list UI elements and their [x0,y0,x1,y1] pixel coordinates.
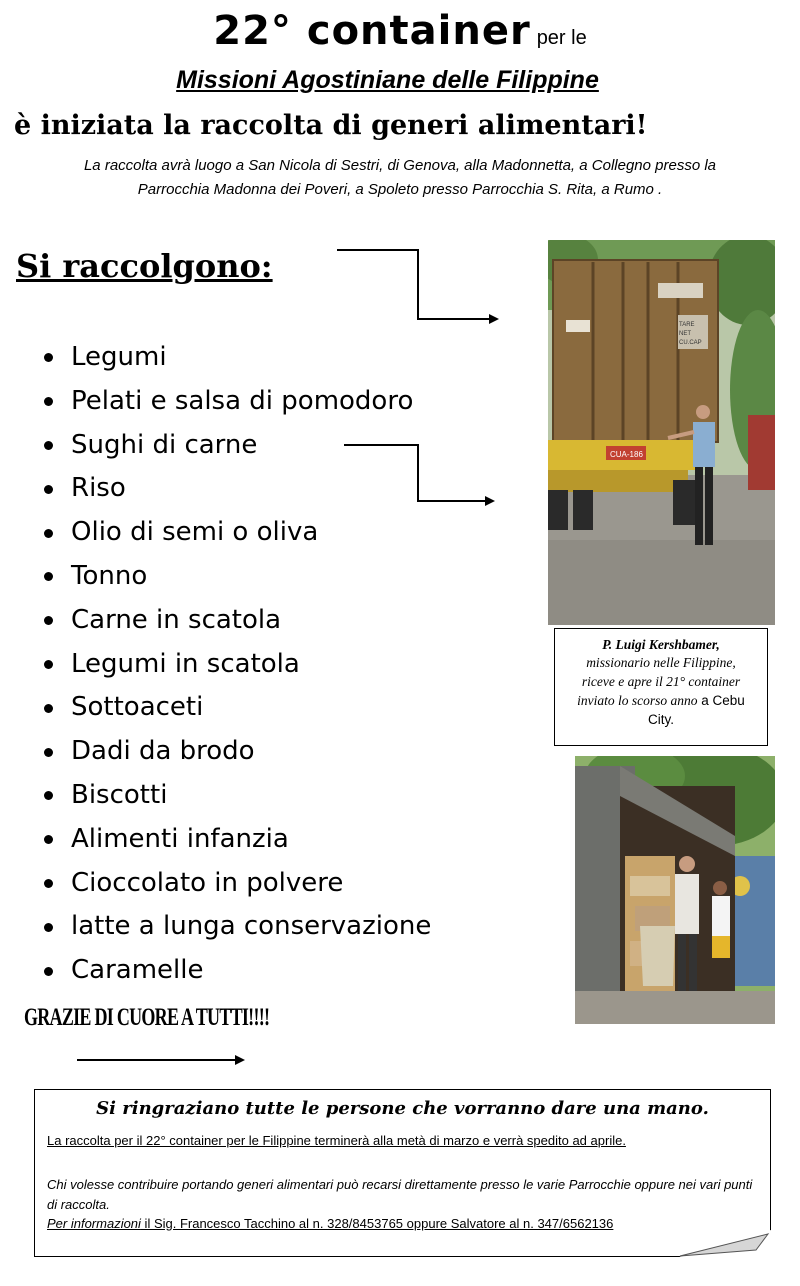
caption-name: P. Luigi Kershbamer, [602,637,720,652]
caption-line-2: riceve e apre il 21° container [581,674,741,689]
container-mark-cap: CU.CAP [679,340,702,346]
list-item-label: Carne in scatola [71,604,282,635]
list-item [44,818,431,862]
footer-title: Si ringraziano tutte le persone che vorranno dare una mano. [96,1098,709,1119]
list-item [44,862,431,906]
list-item-label: Tonno [71,560,148,591]
list-item-label: latte a lunga conservazione [71,911,432,942]
unloading-container-photo [575,756,775,1024]
container-mark-tare: TARE [679,322,695,328]
bullet-icon [44,353,53,362]
title-suffix: per le [536,27,587,49]
intro-line-2: Parrocchia Madonna dei Poveri, a Spoleto presso Parrocchia S. Rita, a Rumo . [137,181,663,198]
bullet-icon [44,660,53,669]
arrow-to-photo-middle [342,439,502,507]
list-item-label: Legumi in scatola [71,648,300,679]
subtitle: Missioni Agostiniane delle Filippine [176,66,599,94]
arrow-to-photo-top [335,244,505,328]
headline: è iniziata la raccolta di generi alimentari! [14,110,648,141]
page-curl-corner [676,1230,776,1262]
food-list [44,336,431,993]
list-item [44,511,431,555]
list-item-label: Caramelle [71,955,204,986]
caption-line-4: City. [648,712,674,727]
photo-caption [554,628,768,746]
list-item [44,686,431,730]
list-item-label: Dadi da brodo [71,736,255,767]
bullet-icon [44,967,53,976]
arrow-thanks [75,1052,250,1068]
caption-line-3 [555,691,767,710]
list-item-label: Legumi [71,342,167,372]
list-item [44,599,431,643]
bullet-icon [44,704,53,713]
list-item [44,905,431,949]
caption-line-3-plain: a Cebu [697,693,745,708]
truck-plate: CUA-186 [610,450,643,459]
title-main: 22° container [213,8,531,54]
footer-info [47,1216,613,1231]
list-item [44,336,431,380]
intro-line-1: La raccolta avrà luogo a San Nicola di Sestri, di Genova, alla Madonnetta, a Collegno presso la [83,157,717,174]
bullet-icon [44,572,53,581]
footer-info-text: il Sig. Francesco Tacchino al n. 328/8453765 oppure Salvatore al n. 347/6562136 [140,1216,614,1231]
bullet-icon [44,441,53,450]
list-item [44,949,431,993]
caption-line-1: missionario nelle Filippine, [586,655,736,670]
list-item-label: Cioccolato in polvere [71,867,344,898]
list-item-label: Biscotti [71,779,168,810]
list-item-label: Alimenti infanzia [71,823,289,854]
caption-line-3-italic: inviato lo scorso anno [577,693,698,708]
bullet-icon [44,879,53,888]
footer-contribute-text: Chi volesse contribuire portando generi alimentari può recarsi direttamente presso le varie Parrocchie oppure nei vari punti di raccolta. [47,1177,753,1212]
list-item [44,774,431,818]
bullet-icon [44,791,53,800]
collect-heading: Si raccolgono: [16,247,273,285]
thanks-text: GRAZIE DI CUORE A TUTTI!!!! [24,1004,270,1031]
list-item-label: Pelati e salsa di pomodoro [71,385,414,416]
intro-text [20,154,780,202]
container-truck-photo [548,240,775,625]
footer-info-label: Per informazioni [47,1216,141,1231]
list-item-label: Sottoaceti [71,692,204,723]
bullet-icon [44,748,53,757]
bullet-icon [44,397,53,406]
bullet-icon [44,616,53,625]
list-item-label: Riso [71,473,126,504]
list-item [44,380,431,424]
list-item-label: Sughi di carne [71,429,258,460]
list-item-label: Olio di semi o oliva [71,517,319,548]
poster-title [0,8,800,54]
list-item [44,643,431,687]
footer-end-notice: La raccolta per il 22° container per le Filippine terminerà alla metà di marzo e verrà spedito ad aprile. [47,1133,626,1148]
bullet-icon [44,485,53,494]
bullet-icon [44,923,53,932]
bullet-icon [44,529,53,538]
container-mark-net: NET [679,331,691,337]
list-item [44,555,431,599]
bullet-icon [44,835,53,844]
list-item [44,730,431,774]
